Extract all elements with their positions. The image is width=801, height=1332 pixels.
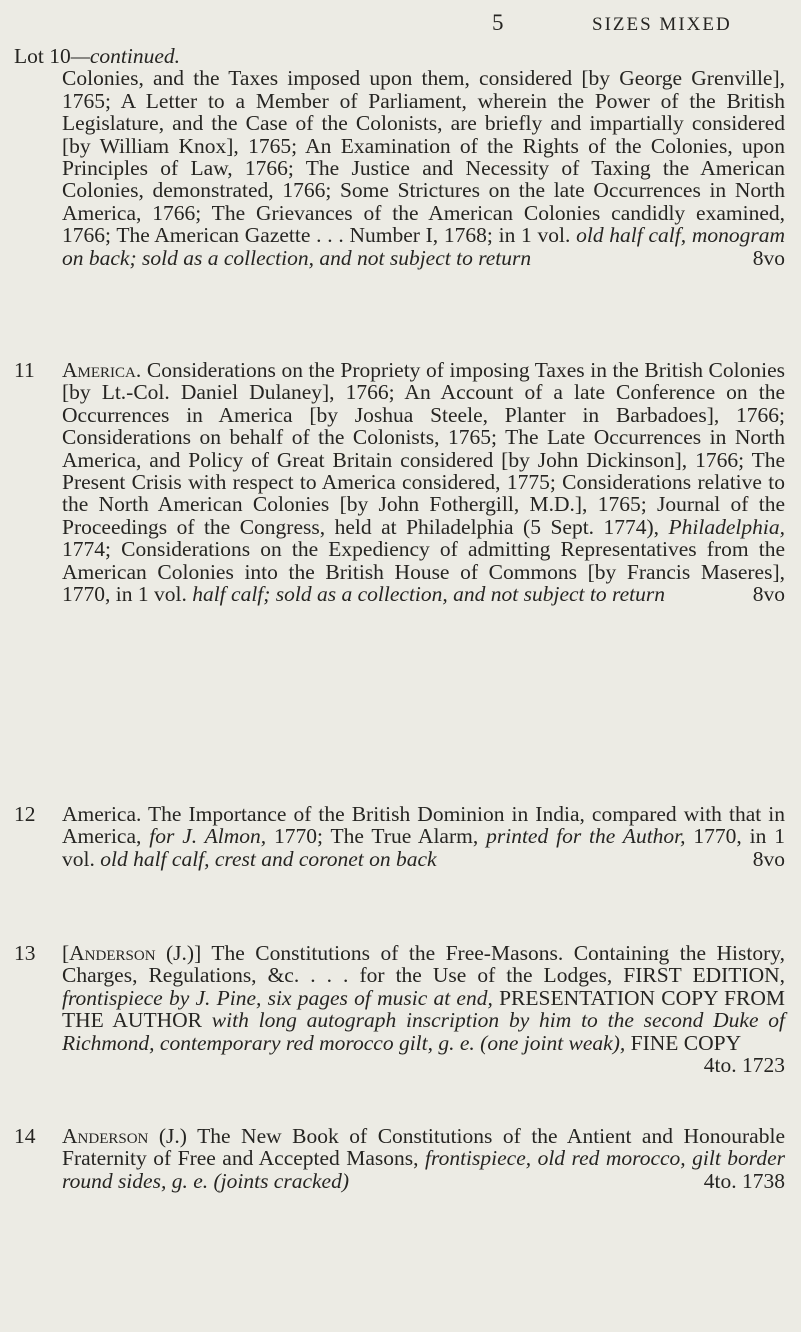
- lot-description: America. The Importance of the British Dominion in India, compared with that in America, for J. Almon, 1770; The True Alarm, printed for the Author, 1770, in 1 vol. old half calf, crest and coronet on back 8vo: [62, 802, 786, 871]
- page-header: [0, 10, 801, 36]
- lot-description: [Anderson (J.)] The Constitutions of the Free-Masons. Containing the History, Charges, Regulations, &c. . . . for the Use of the Lodges, FIRST EDITION, frontispiece by J. Pine, six pages of music at end, PRESENTATION COPY FROM THE AUTHOR with long autograph inscription by him to the second Duke of Richmond, contemporary red morocco gilt, g. e. (one joint weak), FINE COPY 4to. 1723: [62, 941, 786, 1078]
- lot-description: Anderson (J.) The New Book of Constitutions of the Antient and Honourable Fraternity of Free and Accepted Masons, frontispiece, old red morocco, gilt border round sides, g. e. (joints cracked) 4to. 1738: [62, 1124, 786, 1193]
- lot-format: 4to. 1738: [703, 1168, 785, 1193]
- lot-number: 12: [14, 802, 36, 826]
- lot-heading: [Anderson (J.)]: [62, 941, 202, 965]
- lot-number: 11: [14, 358, 35, 382]
- lot-heading: Anderson (J.): [62, 1124, 187, 1148]
- lot-description: America. Considerations on the Propriety of imposing Taxes in the British Colonies [by Lt.-Col. Daniel Dulaney], 1766; An Account of a late Conference on the Occurrences in America [by Joshua Steele, Planter in Barbadoes], 1766; Considerations on behalf of the Colonists, 1765; The Late Occurrences in North America, and Policy of Great Britain considered [by John Dickinson], 1766; The Present Crisis with respect to America considered, 1775; Considerations relative to the North American Colonies [by John Fothergill, M.D.], 1765; Journal of the Proceedings of the Congress, held at Philadelphia (5 Sept. 1774), Philadelphia, 1774; Considerations on the Expediency of admitting Representatives from the American Colonies into the British House of Commons [by Francis Maseres], 1770, in 1 vol. half calf; sold as a collection, and not subject to return 8vo: [62, 358, 786, 607]
- lot-heading: America.: [62, 802, 142, 826]
- page-number: 5: [492, 10, 504, 35]
- lot-heading: America.: [62, 358, 142, 382]
- lot-number: 13: [14, 941, 36, 965]
- lot-number: Lot 10—continued.: [14, 44, 181, 68]
- lot-format: 4to. 1723: [703, 1053, 785, 1078]
- lot-year: 1723: [742, 1053, 785, 1078]
- lot-number: 14: [14, 1124, 36, 1148]
- binding-note: half calf; sold as a collection, and not subject to return: [192, 582, 665, 607]
- lot-year: 1738: [742, 1168, 785, 1193]
- lot-format: 8vo: [752, 582, 785, 607]
- lot-format: 8vo: [752, 846, 785, 871]
- running-head: SIZES MIXED: [592, 14, 732, 35]
- lot-description: Colonies, and the Taxes imposed upon them, considered [by George Grenville], 1765; A Letter to a Member of Parliament, wherein the Power of the British Legislature, and the Case of the Colonists, are briefly and impartially considered [by William Knox], 1765; An Examination of the Rights of the Colonies, upon Principles of Law, 1766; The Justice and Necessity of Taxing the American Colonies, demonstrated, 1766; Some Strictures on the late Occurrences in North America, 1766; The Grievances of the American Colonies candidly examined, 1766; The American Gazette . . . Number I, 1768; in 1 vol. old half calf, monogram on back; sold as a collection, and not subject to return 8vo: [62, 66, 785, 270]
- lot-format: 8vo: [752, 245, 785, 270]
- binding-note: old half calf, monogram on back; sold as a collection, and not subject to return: [62, 223, 785, 270]
- binding-note: old half calf, crest and coronet on back: [100, 846, 437, 871]
- binding-note: frontispiece, old red morocco, gilt border round sides, g. e. (joints cracked): [62, 1146, 786, 1193]
